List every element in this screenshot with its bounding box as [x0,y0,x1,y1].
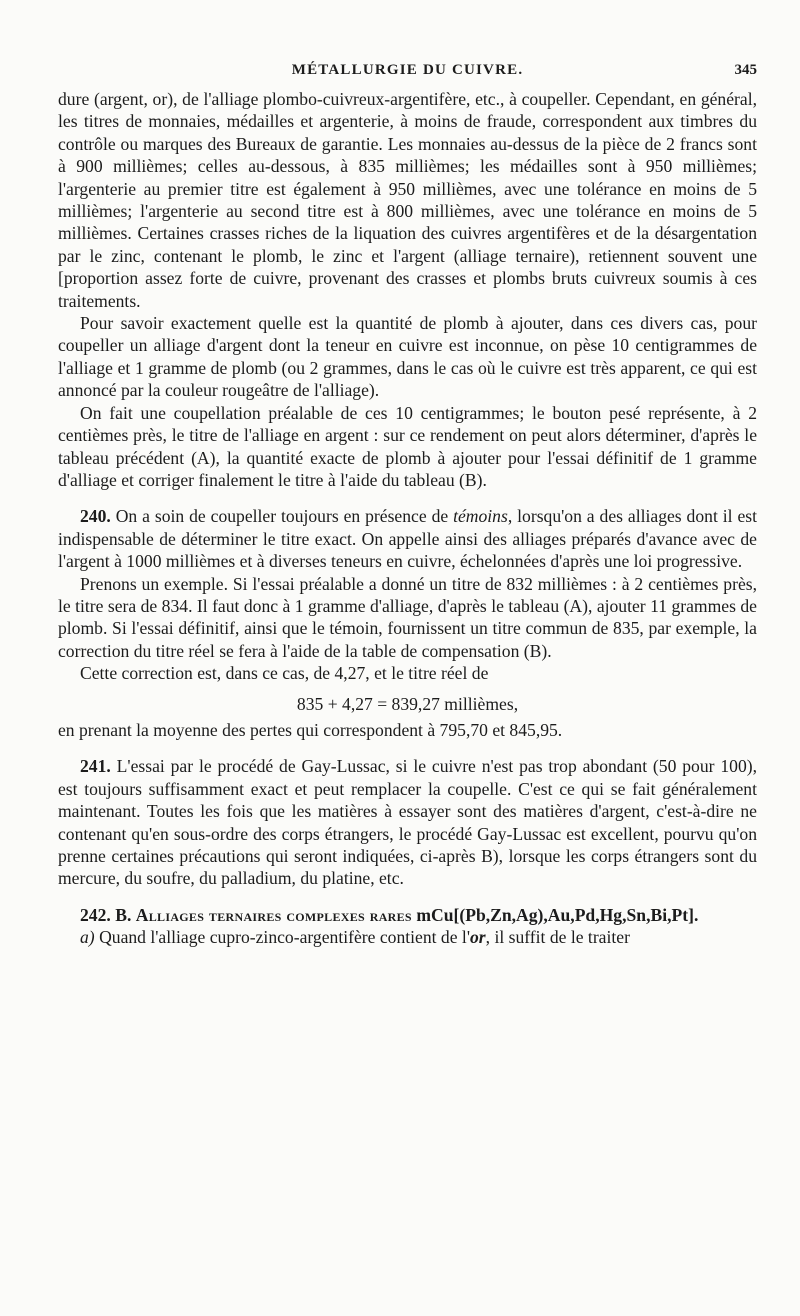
page-body [58,88,757,949]
section-text: , il suffit de le traiter [485,927,630,948]
emphasis-term: témoins [453,506,508,527]
paragraph: On fait une coupellation préalable de ces 10 centigrammes; le bouton pesé représente, à 2 centièmes près, le titre de l'alliage en argent : sur ce rendement on peut alors déterminer, d'après le tableau précédent (A), la quantité exacte de plomb à ajouter pour l'essai définitif de 1 gramme d'alliage et corriger finalement le titre à l'aide du tableau (B). [58,402,757,490]
page-number: 345 [734,62,757,78]
section-text: , lorsqu'on a des alliages dont il est indispensable de déterminer le titre exact. On appelle ainsi des alliages préparés d'avance avec de l'argent à 1000 millièmes et à diverses teneurs en cuivre, échelonnées d'après une loi progressive. [58,506,757,572]
equation: 835 + 4,27 = 839,27 millièmes, [296,693,519,714]
section-number: 241. [80,756,111,777]
paragraph-continued: en prenant la moyenne des pertes qui correspondent à 795,70 et 845,95. [58,719,563,740]
running-title: MÉTALLURGIE DU CUIVRE. [291,62,524,78]
paragraph: Prenons un exemple. Si l'essai préalable a donné un titre de 832 millièmes : à 2 centièmes près, le titre sera de 834. Il faut donc à 1 gramme d'alliage, d'après le tableau (A), ajouter 11 grammes de plomb. Si l'essai définitif, ainsi que le témoin, fournissent un titre commun de 835, par exemple, la correction du titre réel se fera à l'aide de la table de compensation (B). [58,573,757,661]
section-number: 242. [80,904,111,925]
paragraph: Cette correction est, dans ce cas, de 4,27, et le titre réel de [80,663,489,684]
item-label: a) [80,927,95,948]
subsection-a [58,926,757,948]
alloy-formula: mCu[(Pb,Zn,Ag),Au,Pd,Hg,Sn,Bi,Pt]. [416,904,699,925]
section-240 [58,505,757,572]
section-text: On a soin de coupeller toujours en présence de [115,506,454,527]
paragraph: Pour savoir exactement quelle est la quantité de plomb à ajouter, dans ces divers cas, pour coupeller un alliage d'argent dont la teneur en cuivre est inconnue, on pèse 10 centigrammes de l'alliage et 1 gramme de plomb (ou 2 grammes, dans le cas où le cuivre est très apparent, ce qui est annoncé par la couleur rougeâtre de l'alliage). [58,313,757,401]
section-letter: B. [115,904,132,925]
paragraph-continued: dure (argent, or), de l'alliage plombo-cuivreux-argentifère, etc., à coupeller. Cependant, en général, les titres de monnaies, médailles et argenterie, à moins de fraude, correspondent aux timbres du contrôle ou marques des Bureaux de garantie. Les monnaies au-dessus de la pièce de 2 francs sont à 900 millièmes; celles au-dessous, à 835 millièmes; les médailles sont à 950 millièmes; l'argenterie au premier titre est également à 950 millièmes, avec une tolérance en moins de 5 millièmes; l'argenterie au second titre est à 800 millièmes, avec une tolérance en moins de 5 millièmes. Certaines crasses riches de la liquation des cuivres argentifères et de la désargentation par le zinc, contenant le plomb, le zinc et l'argent (alliage ternaire), retiennent souvent une [proportion assez forte de cuivre, provenant des crasses et plombs bruts cuivreux soumis à ces traitements. [58,89,757,311]
emphasis-term: or [469,927,486,948]
section-heading: Alliages ternaires complexes rares [135,904,412,925]
section-241 [58,755,757,889]
running-header [58,62,757,84]
section-242 [58,904,757,926]
section-text: L'essai par le procédé de Gay-Lussac, si le cuivre n'est pas trop abondant (50 pour 100), est toujours suffisamment exact et peut remplacer la coupelle. C'est ce qui se fait généralement maintenant. Toutes les fois que les matières à essayer sont des matières d'argent, c'est-à-dire ne contenant qu'en sous-ordre des corps étrangers, le procédé Gay-Lussac est excellent, pourvu qu'on prenne certaines précautions qui seront indiquées, ci-après B), lorsque les corps étrangers sont du mercure, du soufre, du palladium, du platine, etc. [58,756,757,889]
section-text: Quand l'alliage cupro-zinco-argentifère contient de l' [99,927,470,948]
section-number: 240. [80,506,111,527]
